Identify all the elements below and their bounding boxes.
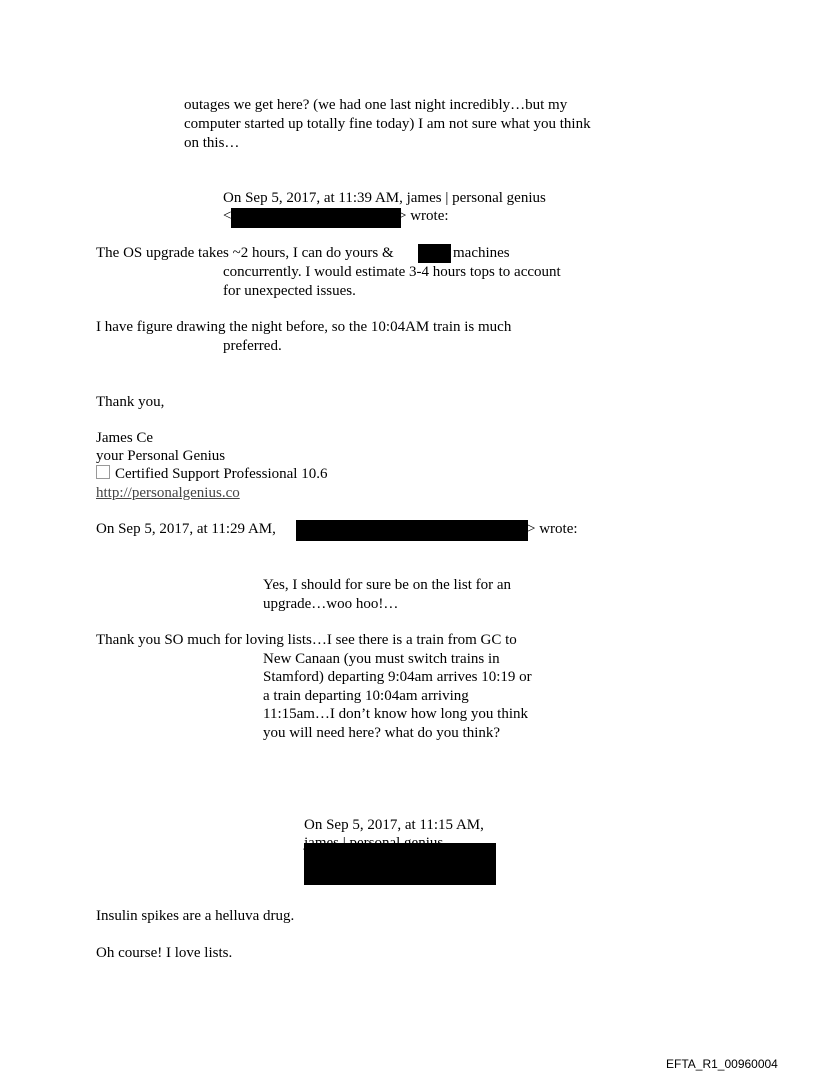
redaction-block xyxy=(304,843,496,885)
quote-header: On Sep 5, 2017, at 11:15 AM, xyxy=(304,817,484,833)
signature-thanks: Thank you, xyxy=(96,394,165,410)
quote-header: On Sep 5, 2017, at 11:29 AM, xyxy=(96,521,276,537)
body-text-line: I have figure drawing the night before, so the 10:04AM train is much xyxy=(96,319,512,335)
body-text-line: Oh course! I love lists. xyxy=(96,945,233,961)
body-text-line: Stamford) departing 9:04am arrives 10:19 or xyxy=(263,669,532,685)
body-text-line: for unexpected issues. xyxy=(223,283,356,299)
quote-header-wrote: > wrote: xyxy=(527,521,578,537)
apple-logo-icon xyxy=(96,465,110,479)
redaction-block xyxy=(296,520,528,541)
body-text-line: Yes, I should for sure be on the list for an xyxy=(263,577,512,593)
body-text-line: 11:15am…I don’t know how long you think xyxy=(263,706,528,722)
body-text-line: upgrade…woo hoo!… xyxy=(263,596,399,612)
body-text-line: on this… xyxy=(184,135,240,151)
body-text-line: concurrently. I would estimate 3-4 hours tops to account xyxy=(223,264,561,280)
document-id-footer: EFTA_R1_00960004 xyxy=(666,1057,778,1071)
body-text-line: New Canaan (you must switch trains in xyxy=(263,651,500,667)
body-text-line: machines xyxy=(453,245,510,261)
signature-certification xyxy=(96,465,327,484)
body-text-line: preferred. xyxy=(223,338,282,354)
redaction-block xyxy=(231,208,401,228)
body-text-line: The OS upgrade takes ~2 hours, I can do yours & xyxy=(96,245,394,261)
certification-text: Certified Support Professional 10.6 xyxy=(115,466,328,482)
body-text-line: computer started up totally fine today) I am not sure what you think xyxy=(184,116,591,132)
body-text-line: outages we get here? (we had one last night incredibly…but my xyxy=(184,97,568,113)
redaction-block xyxy=(418,244,451,263)
body-text-line: Insulin spikes are a helluva drug. xyxy=(96,908,295,924)
quote-header-email-prefix: < xyxy=(223,208,232,224)
signature-company: your Personal Genius xyxy=(96,448,226,464)
body-text-line: a train departing 10:04am arriving xyxy=(263,688,469,704)
body-text-line: Thank you SO much for loving lists…I see there is a train from GC to xyxy=(96,632,517,648)
signature-name: James Ce xyxy=(96,430,154,446)
signature-website-link[interactable]: http://personalgenius.co xyxy=(96,485,240,501)
body-text-line: you will need here? what do you think? xyxy=(263,725,501,741)
quote-header-wrote: > wrote: xyxy=(398,208,449,224)
quote-header: On Sep 5, 2017, at 11:39 AM, james | personal genius xyxy=(223,190,546,206)
